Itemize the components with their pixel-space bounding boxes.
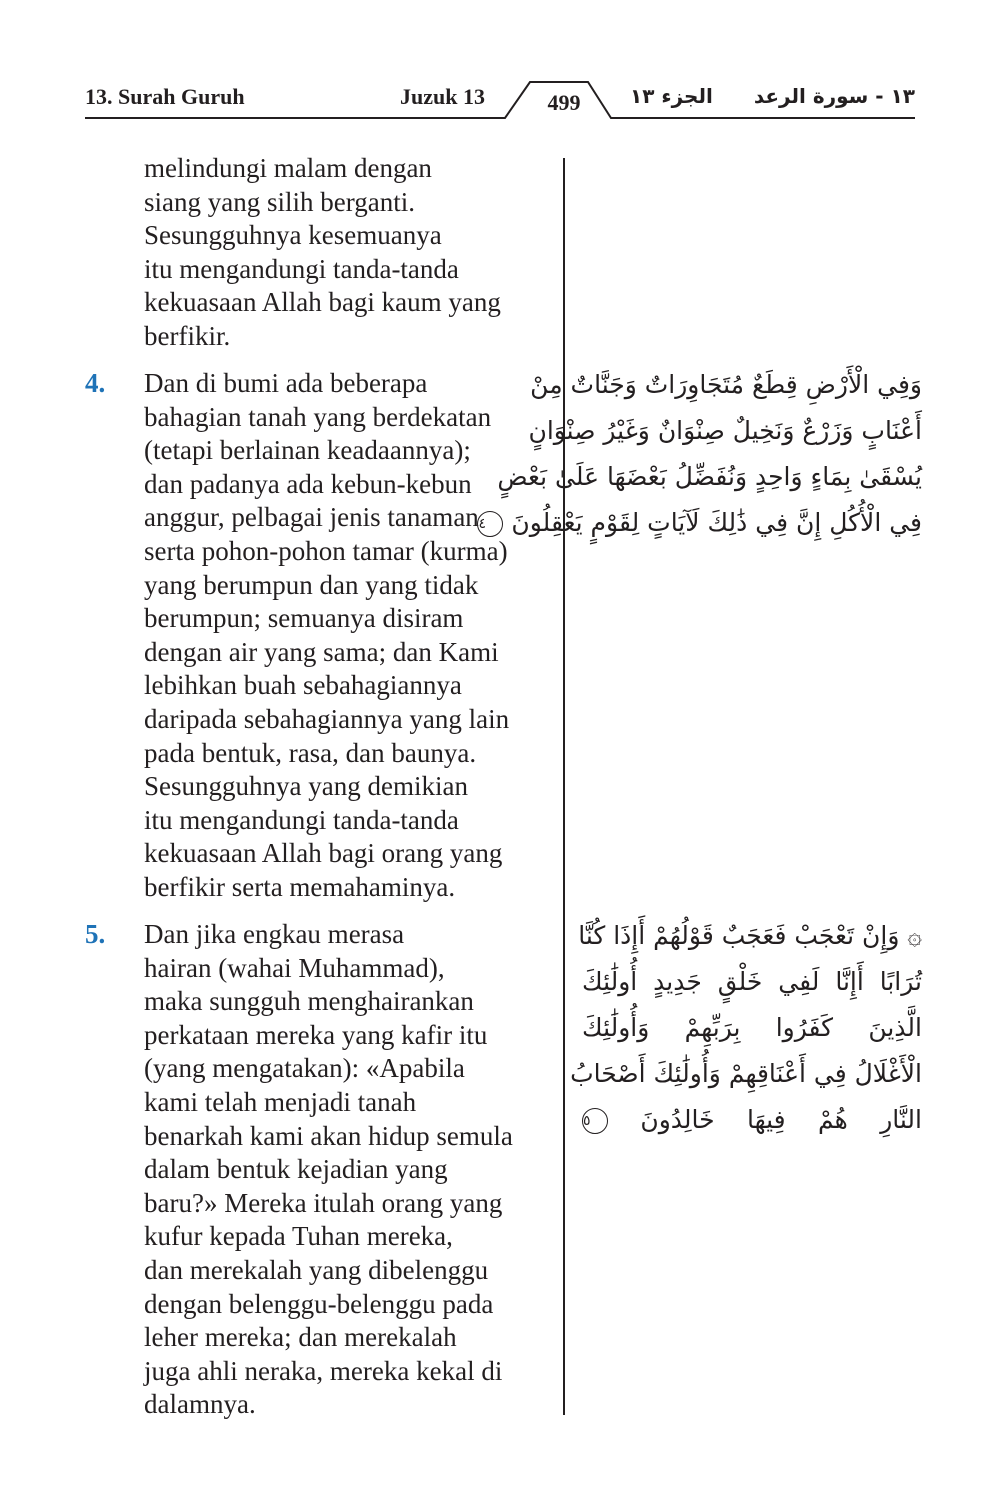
- arabic-line: تُرَابًا أَإِنَّا لَفِي خَلْقٍ جَدِيدٍ أُولَٰئِكَ: [582, 967, 922, 996]
- arabic-line-text: النَّارِ هُمْ فِيهَا خَالِدُونَ: [640, 1105, 922, 1134]
- arabic-line: أَعْنَابٍ وَزَرْعٌ وَنَخِيلٌ صِنْوَانٌ وَغَيْرُ صِنْوَانٍ: [528, 416, 922, 445]
- arabic-line: الَّذِينَ كَفَرُوا بِرَبِّهِمْ وَأُولَٰئِكَ: [582, 1013, 922, 1042]
- page-number: 499: [547, 90, 581, 115]
- juz-label: Juzuk 13: [400, 84, 485, 109]
- arabic-line: الْأَغْلَالُ فِي أَعْنَاقِهِمْ وَأُولَٰئِكَ أَصْحَابُ: [570, 1059, 922, 1088]
- header-rule: [0, 0, 1000, 130]
- arabic-surah-title: ١٣ - سورة الرعد: [753, 84, 915, 108]
- column-divider: [563, 158, 565, 1415]
- verse-number: 4.: [85, 368, 106, 398]
- arabic-line: [478, 500, 922, 546]
- verse-row: [85, 367, 555, 905]
- arabic-line: وَفِي الْأَرْضِ قِطَعٌ مُتَجَاوِرَاتٌ وَجَنَّاتٌ مِنْ: [530, 370, 922, 399]
- ayah-marker-icon: ٥: [582, 1108, 608, 1134]
- verse-4-arabic: [478, 362, 922, 546]
- surah-title: 13. Surah Guruh: [85, 84, 245, 109]
- verse-5-arabic: [570, 913, 922, 1143]
- verse-text: Dan di bumi ada beberapa bahagian tanah yang berdekatan (tetapi berlainan keadaannya); dan padanya ada kebun-kebun anggur, pelbagai jenis tanaman serta pohon-pohon tamar (kurma) yang berumpun dan yang tidak berumpun; semuanya disiram dengan air yang sama; dan Kami lebihkan buah sebahagiannya daripada sebahagiannya yang lain pada bentuk, rasa, dan baunya. Sesungguhnya yang demikian itu mengandungi tanda-tanda kekuasaan Allah bagi orang yang berfikir serta memahaminya.: [144, 368, 510, 902]
- continuation-block: [85, 152, 555, 354]
- verse-row: [85, 918, 555, 1422]
- verse-4-translation: [85, 367, 555, 905]
- arabic-line: [582, 1097, 922, 1143]
- page-header: [0, 0, 1000, 125]
- arabic-line: يُسْقَىٰ بِمَاءٍ وَاحِدٍ وَنُفَضِّلُ بَعْضَهَا عَلَىٰ بَعْضٍ: [497, 462, 922, 491]
- arabic-line: ۞ وَإِنْ تَعْجَبْ فَعَجَبٌ قَوْلُهُمْ أَإِذَا كُنَّا: [578, 921, 922, 950]
- ayah-marker-icon: ٤: [477, 511, 503, 537]
- arabic-juz-label: الجزء ١٣: [630, 84, 713, 108]
- verse-number: 5.: [85, 919, 106, 949]
- verse-text: Dan jika engkau merasa hairan (wahai Muhammad), maka sungguh menghairankan perkataan mereka yang kafir itu (yang mengatakan): «Apabila kami telah menjadi tanah benarkah kami akan hidup semula dalam bentuk kejadian yang baru?» Mereka itulah orang yang kufur kepada Tuhan mereka, dan merekalah yang dibelenggu dengan belenggu-belenggu pada leher mereka; dan merekalah juga ahli neraka, mereka kekal di dalamnya.: [144, 919, 513, 1420]
- verse-5-translation: [85, 918, 555, 1422]
- arabic-line-text: فِي الْأُكُلِ إِنَّ فِي ذَٰلِكَ لَآيَاتٍ لِقَوْمٍ يَعْقِلُونَ: [511, 508, 922, 537]
- continuation-text: melindungi malam dengan siang yang silih berganti. Sesungguhnya kesemuanya itu mengandungi tanda-tanda kekuasaan Allah bagi kaum yang berfikir.: [144, 153, 501, 351]
